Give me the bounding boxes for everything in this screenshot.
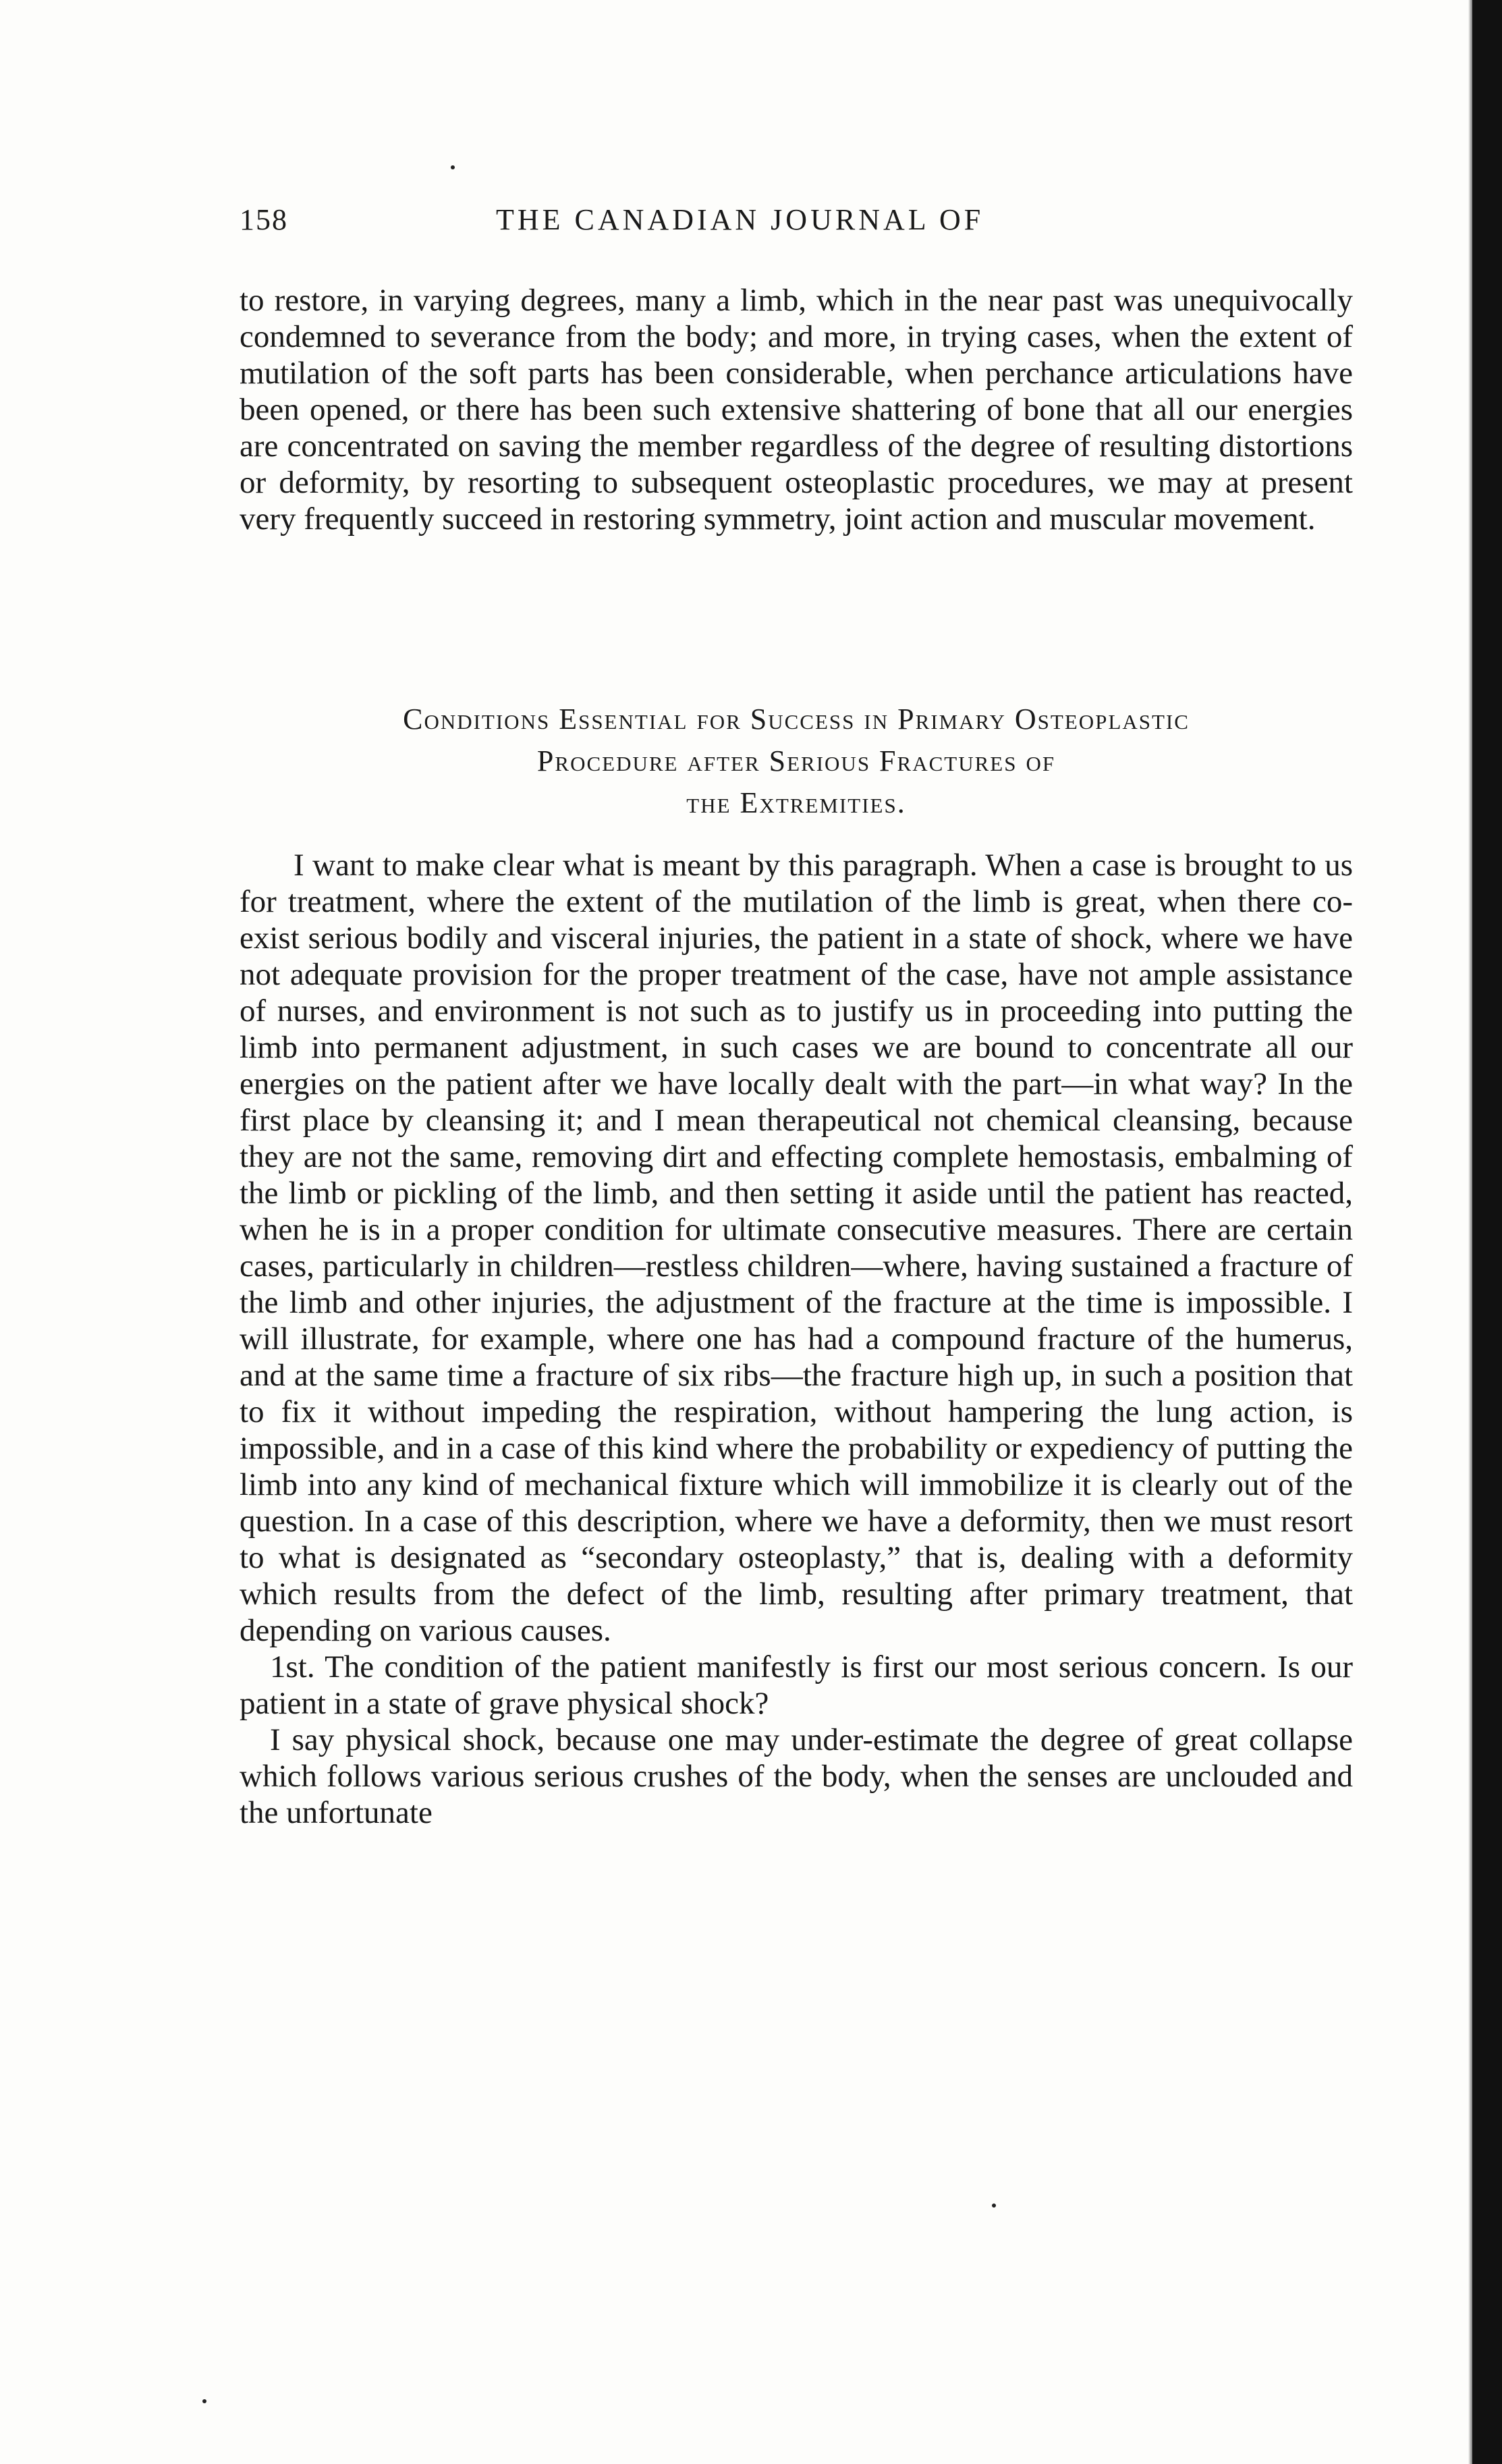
intro-paragraph-block xyxy=(240,282,1353,537)
running-head xyxy=(240,202,1353,243)
ink-speck xyxy=(202,2399,206,2403)
binding-edge xyxy=(1472,0,1502,2464)
intro-paragraph: to restore, in varying degrees, many a limb, which in the near past was unequivocally condemned to severance from the body; and more, in trying cases, when the extent of mutilation of the soft parts has been considerable, when perchance articulations have been opened, or there has been such extensive shattering of bone that all our energies are concentrated on saving the member regardless of the degree of resulting distortions or deformity, by resorting to subsequent osteoplastic procedures, we may at present very frequently succeed in restoring symmetry, joint action and muscular movement. xyxy=(240,283,1353,537)
ink-speck xyxy=(992,2203,996,2208)
main-paragraph: I want to make clear what is meant by this paragraph. When a case is brought to us for treatment, where the extent of the mutilation of the limb is great, when there co-exist serious bodily and visceral injuries, the patient in a state of shock, where we have not adequate provision for the proper treatment of the case, have not ample assistance of nurses, and environment is not such as to justify us in proceeding into putting the limb into permanent adjustment, in such cases we are bound to concentrate all our energies on the patient after we have locally dealt with the part—in what way? In the first place by cleansing it; and I mean therapeutical not chemical cleansing, because they are not the same, removing dirt and effecting complete hemostasis, embalming of the limb or pickling of the limb, and then setting it aside until the patient has reacted, when he is in a proper condition for ultimate consecutive measures. There are certain cases, particularly in children—restless children—where, having sustained a fracture of the limb and other injuries, the adjustment of the fracture at the time is impossible. I will illustrate, for example, where one has had a compound fracture of the humerus, and at the same time a fracture of six ribs—the fracture high up, in such a position that to fix it without impeding the respiration, without hampering the lung action, is impossible, and in a case of this kind where the probability or expediency of putting the limb into any kind of mechanical fixture which will immobilize it is clearly out of the question. In a case of this description, where we have a deformity, then we must resort to what is designated as “secondary osteoplasty,” that is, dealing with a deformity which results from the defect of the limb, resulting after primary treatment, that depending on various causes. xyxy=(240,848,1353,1648)
section-heading-line-2: Procedure after Serious Fractures of xyxy=(536,744,1056,777)
point-one-continuation: I say physical shock, because one may under-estimate the degree of great collapse which follows various serious crushes of the body, when the senses are unclouded and the unfortunate xyxy=(240,1722,1353,1830)
section-heading-line-3: the Extremities. xyxy=(686,786,906,819)
ink-speck xyxy=(451,165,455,169)
point-one-paragraph: 1st. The condition of the patient manifestly is first our most serious concern. Is our patient in a state of grave physical shock? xyxy=(240,1649,1353,1721)
journal-title: THE CANADIAN JOURNAL OF xyxy=(496,203,984,236)
section-heading-line-1: Conditions Essential for Success in Primary Osteoplastic xyxy=(403,703,1190,736)
main-text-block xyxy=(240,847,1353,1831)
page-number: 158 xyxy=(240,203,288,236)
section-heading xyxy=(240,699,1353,824)
